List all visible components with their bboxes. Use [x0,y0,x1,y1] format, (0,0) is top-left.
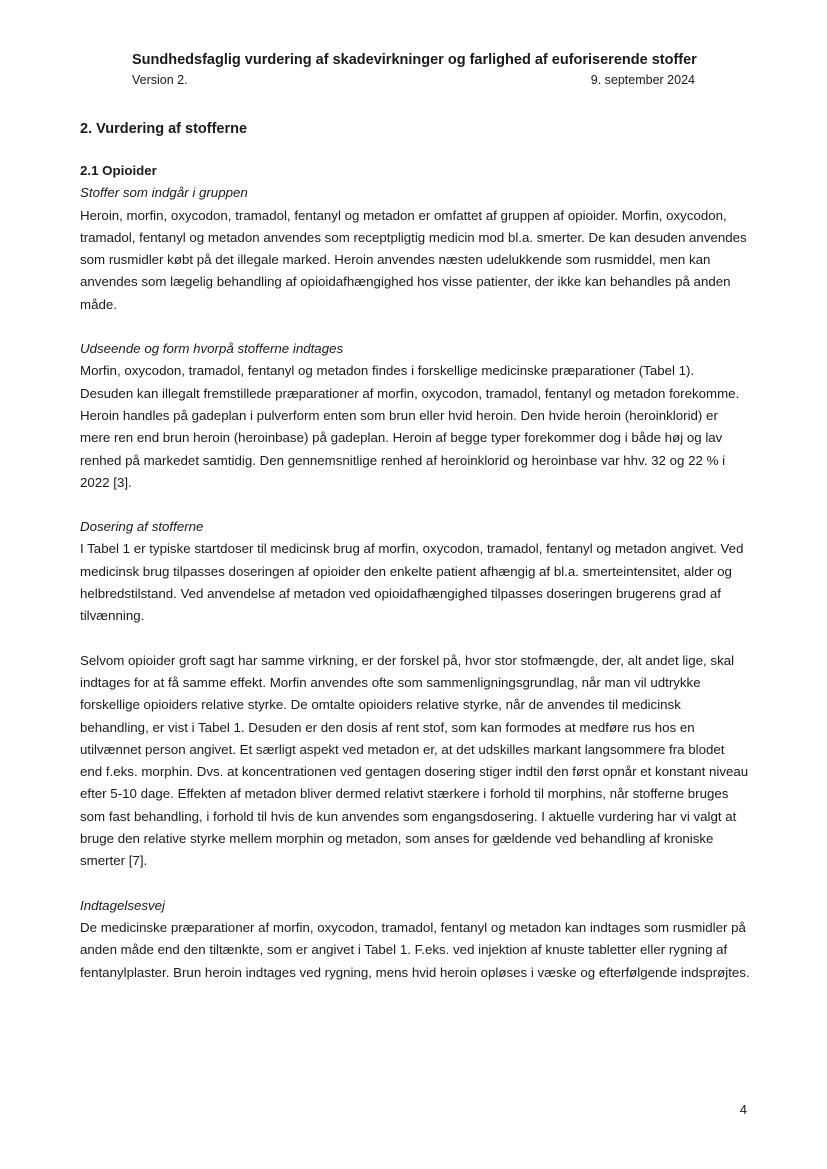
document-date: 9. september 2024 [590,73,695,87]
block-title: Indtagelsesvej [80,897,166,913]
document-title: Sundhedsfaglig vurdering af skadevirkninger og farlighed af euforiserende stoffer [132,52,697,68]
block-title: Stoffer som indgår i gruppen [80,185,248,201]
block-stoffer-i-gruppen [80,182,750,316]
block-paragraph: I Tabel 1 er typiske startdoser til medicinsk brug af morfin, oxycodon, tramadol, fentanyl og metadon angivet. Ved medicinsk brug tilpasses doseringen af opioider den enkelte patient afhængig af bl.a. smerteintensitet, alder og helbredstilstand. Ved anvendelse af metadon ved opioidafhængighed tilpasses doseringen brugerens grad af tilvænning. [80,541,744,624]
block-paragraph: De medicinske præparationer af morfin, oxycodon, tramadol, fentanyl og metadon kan indtages som rusmidler på anden måde end den tiltænkte, som er angivet i Tabel 1. F.eks. ved injektion af knuste tabletter eller rygning af fentanylplaster. Brun heroin indtages ved rygning, mens hvid heroin opløses i væske og efterfølgende indsprøjtes. [80,919,750,980]
block-dosering [80,516,750,627]
header-meta [132,71,695,89]
block-paragraph: Heroin, morfin, oxycodon, tramadol, fentanyl og metadon er omfattet af gruppen af opioider. Morfin, oxycodon, tramadol, fentanyl og metadon anvendes som receptpligtig medicin mod bl.a. smerter. De kan desuden anvendes som rusmidler købt på det illegale marked. Heroin anvendes næsten udelukkende som rusmiddel, men kan anvendes som lægelig behandling af opioidafhængighed hos visse patienter, der ikke kan behandles på anden måde. [80,207,747,312]
page-content [80,118,750,984]
section-heading: 2. Vurdering af stofferne [80,121,248,137]
subsection-heading: 2.1 Opioider [80,163,157,178]
block-paragraph: Selvom opioider groft sagt har samme virkning, er der forskel på, hvor stor stofmængde, der, alt andet lige, skal indtages for at få samme effekt. Morfin anvendes ofte som sammenligningsgrundlag, når man vil udtrykke forskellige opioiders relative styrke. De omtalte opioiders relative styrke, når de anvendes til medicinsk behandling, er vist i Tabel 1. Desuden er den dosis af rent stof, som kan formodes at medføre rus hos en utilvænnet person angivet. Et særligt aspekt ved metadon er, at det udskilles markant langsommere fra blodet end f.eks. morphin. Dvs. at koncentrationen ved gentagen dosering stiger indtil den først opnår et konstant niveau efter 5-10 dage. Effekten af metadon bliver dermed relativt stærkere i forhold til morphins, når stofferne bruges som fast behandling, i forhold til hvis de kun anvendes som engangsdosering. I aktuelle vurdering har vi valgt at bruge den relative styrke mellem morphin og metadon, som anses for gældende ved behandling af kroniske smerter [7]. [80,652,749,869]
block-paragraph: Morfin, oxycodon, tramadol, fentanyl og metadon findes i forskellige medicinske præparationer (Tabel 1). Desuden kan illegalt fremstillede præparationer af morfin, oxycodon, tramadol, fentanyl og metadon forekomme. Heroin handles på gadeplan i pulverform enten som brun eller hvid heroin. Den hvide heroin (heroinklorid) er mere ren end brun heroin (heroinbase) på gadeplan. Heroin af begge typer forekommer dog i både høj og lav renhed på markedet samtidig. Den gennemsnitlige renhed af heroinklorid og heroinbase var hhv. 32 og 22 % i 2022 [3]. [80,363,740,490]
block-udseende-og-form [80,338,750,494]
page-number: 4 [739,1102,747,1117]
document-version: Version 2. [132,73,188,87]
block-title: Udseende og form hvorpå stofferne indtages [80,341,344,357]
block-indtagelsesvej [80,895,750,984]
page-header [132,50,695,89]
block-title: Dosering af stofferne [80,519,204,535]
block-relativ-styrke [80,650,750,873]
